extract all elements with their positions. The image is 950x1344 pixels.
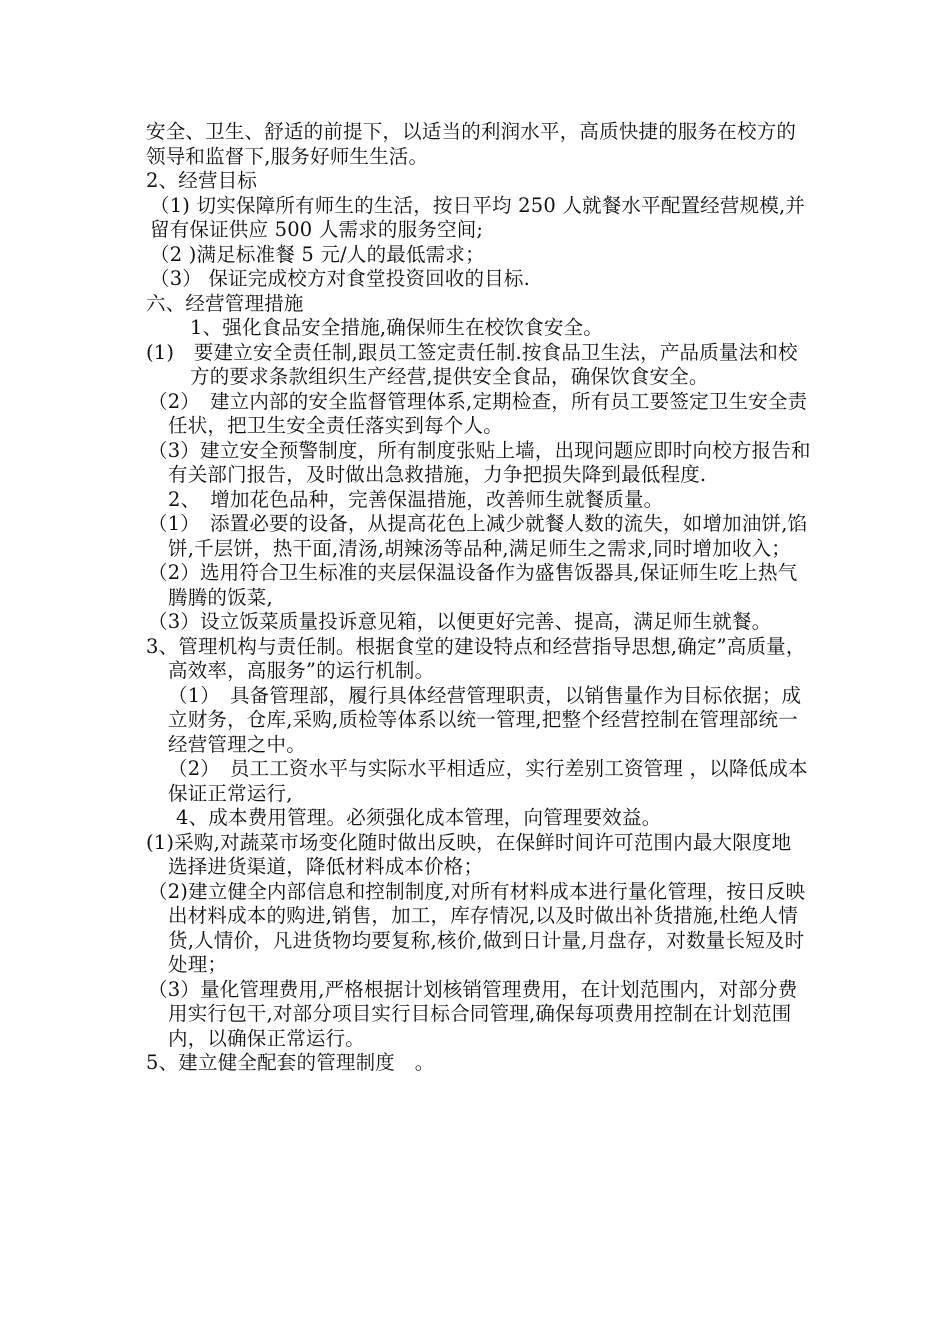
subheading-organization: 3、管理机构与责任制。根据食堂的建设特点和经营指导思想,确定”高质量，高效率，高服务”的运行机制。 <box>146 634 806 682</box>
organization-item-2: （2） 员工工资水平与实际水平相适应，实行差别工资管理 ，以降低成本保证正常运行, <box>168 757 808 805</box>
goal-item-1: （1) 切实保障所有师生的生活，按日平均 250 人就餐水平配置经营规模,并留有保证供应 500 人需求的服务空间; <box>150 193 806 241</box>
safety-item-1: (1) 要建立安全责任制,跟员工签定责任制.按食品卫生法，产品质量法和校方的要求条款组织生产经营,提供安全食品，确保饮食安全。 <box>146 340 798 388</box>
subheading-cost-management: 4、成本费用管理。必须强化成本管理，向管理要效益。 <box>176 806 662 829</box>
variety-item-2: （2）选用符合卫生标准的夹层保温设备作为盛售饭器具,保证师生吃上热气腾腾的饭菜, <box>148 561 798 609</box>
variety-item-3: （3）设立饭菜质量投诉意见箱，以便更好完善、提高，满足师生就餐。 <box>148 610 772 633</box>
heading-management-measures: 六、经营管理措施 <box>146 291 304 315</box>
goal-item-3: （3） 保证完成校方对食堂投资回收的目标. <box>150 267 531 290</box>
subheading-food-safety: 1、强化食品安全措施,确保师生在校饮食安全。 <box>190 316 604 339</box>
safety-item-2: （2） 建立内部的安全监督管理体系,定期检查，所有员工要签定卫生安全责任状，把卫生安全责任落实到每个人。 <box>148 389 808 437</box>
paragraph-intro: 安全、卫生、舒适的前提下，以适当的利润水平，高质快捷的服务在校方的领导和监督下,服务好师生生活。 <box>146 120 797 168</box>
variety-item-1: （1） 添置必要的设备，从提高花色上减少就餐人数的流失，如增加油饼,馅饼,千层饼，热干面,清汤,胡辣汤等品种,满足师生之需求,同时增加收入； <box>148 512 808 560</box>
cost-item-3: （3）量化管理费用,严格根据计划核销管理费用，在计划范围内，对部分费用实行包干,对部分项目实行目标合同管理,确保每项费用控制在计划范围内，以确保正常运行。 <box>148 977 798 1050</box>
subheading-variety: 2、 增加花色品种，完善保温措施，改善师生就餐质量。 <box>168 487 664 511</box>
safety-item-3: （3）建立安全预警制度，所有制度张贴上墙，出现问题应即时向校方报告和有关部门报告，及时做出急救措施，力争把损失降到最低程度. <box>148 438 811 486</box>
document-body <box>146 120 811 1076</box>
subheading-management-system: 5、建立健全配套的管理制度 。 <box>146 1051 435 1074</box>
goal-item-2: （2 )满足标准餐 5 元/人的最低需求； <box>150 242 485 266</box>
cost-item-1: (1)采购,对蔬菜市场变化随时做出反映，在保鲜时间许可范围内最大限度地选择进货渠道，降低材料成本价格； <box>146 830 792 878</box>
organization-item-1: （1） 具备管理部，履行具体经营管理职责，以销售量作为目标依据；成立财务，仓库,采购,质检等体系以统一管理,把整个经营控制在管理部统一经营管理之中。 <box>168 683 802 756</box>
heading-business-goals: 2、经营目标 <box>146 169 258 192</box>
cost-item-2: （2)建立健全内部信息和控制制度,对所有材料成本进行量化管理，按日反映出材料成本的购进,销售，加工，库存情况,以及时做出补货措施,杜绝人情货,人情价，凡进货物均要复称,核价,做到日计量,月盘存，对数量长短及时处理； <box>148 879 806 976</box>
